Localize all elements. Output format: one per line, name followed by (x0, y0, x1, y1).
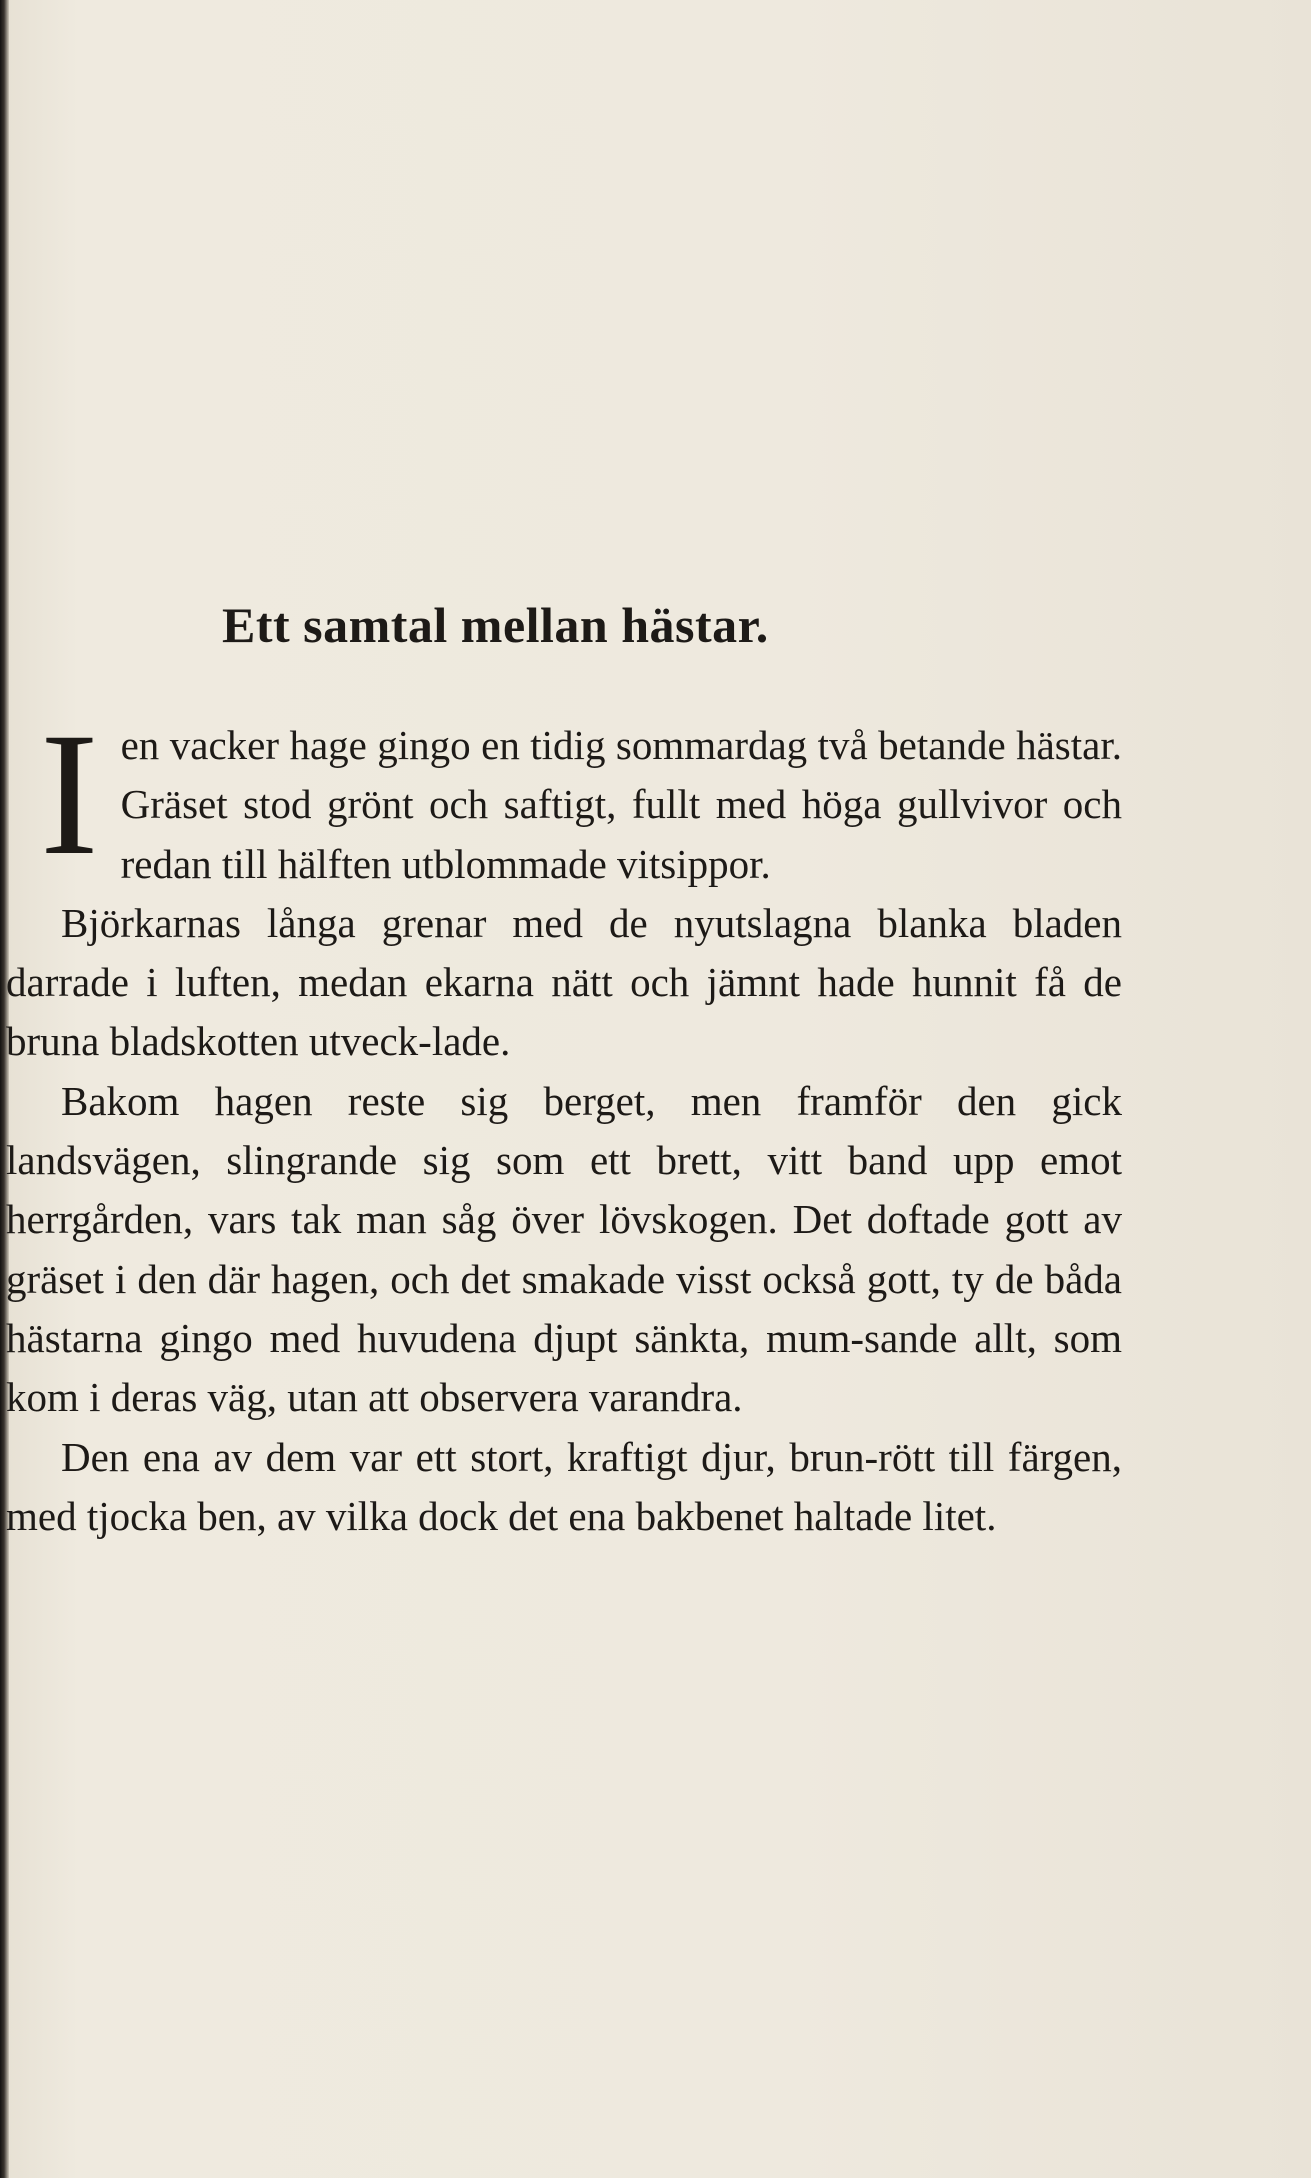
paragraph-3: Bakom hagen reste sig berget, men framför den gick landsvägen, slingrande sig som ett brett, vitt band upp emot herrgården, vars tak man såg över lövskogen. Det doftade gott av gräset i den där hagen, och det smakade visst också gott, ty de båda hästarna gingo med huvudena djupt sänkta, mum-sande allt, som kom i deras väg, utan att observera varandra. (6, 1077, 1122, 1421)
drop-cap: I (40, 697, 99, 892)
paragraph-1 (6, 697, 1122, 894)
chapter-title: Ett samtal mellan hästar. (222, 597, 769, 653)
paragraph-2: Björkarnas långa grenar med de nyutslagna blanka bladen darrade i luften, medan ekarna nätt och jämnt hade hunnit få de bruna bladskotten utveck-lade. (6, 899, 1122, 1065)
paragraph-1-text: en vacker hage gingo en tidig sommardag två betande hästar. Gräset stod grönt och saftigt, fullt med höga gullvivor och redan till hälften utblommade vitsippor. (120, 722, 1122, 887)
body-text (6, 697, 1122, 1546)
paragraph-4: Den ena av dem var ett stort, kraftigt djur, brun-rött till färgen, med tjocka ben, av vilka dock det ena bakbenet haltade litet. (6, 1433, 1122, 1539)
